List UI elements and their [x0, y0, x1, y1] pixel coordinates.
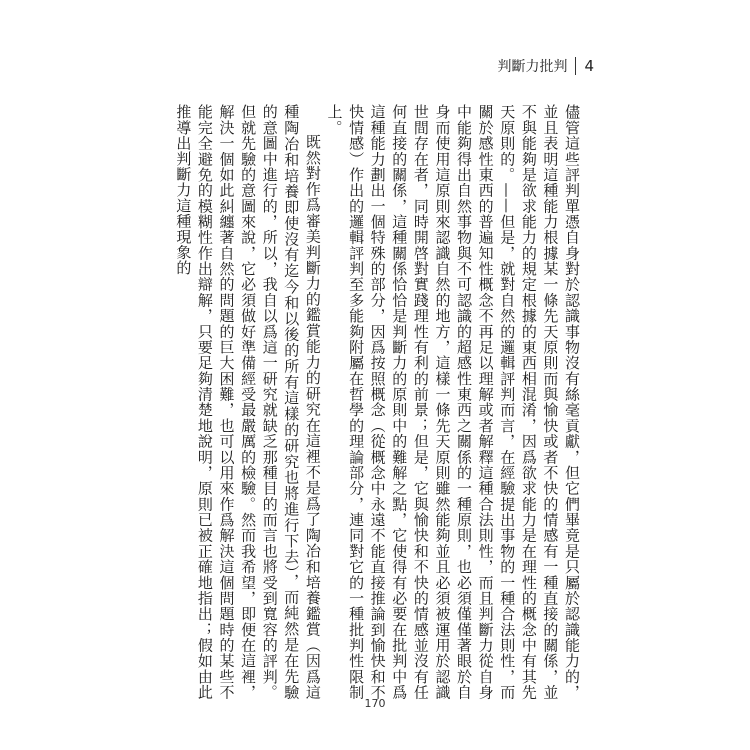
- page-number: 170: [364, 697, 386, 710]
- paragraph-2: 既然對作爲審美判斷力的鑑賞能力的研究在這裡不是爲了陶冶和培養鑑賞（因爲這種陶冶和培養即使沒有迄今和以後的所有這樣的研究也將進行下去），而純然是在先驗的意圖中進行的，所以，我自以爲這一研究就缺乏那種目的而言也將受到寬容的評判。但就先驗的意圖來說，它必須做好準備經受最嚴厲的檢驗。然而我希望，即便在這裡，解決一個如此糾纏著自然的問題的巨大困難，也可以用來作爲解決這個問題時的某些不能完全避免的模糊性作出辯解，只要足夠清楚地說明，原則已被正確地指出；假如由此推導出判斷力這種現象的: [174, 104, 322, 700]
- paragraph-1: 儘管這些評判單憑自身對於認識事物沒有絲毫貢獻，但它們畢竟是只屬於認識能力的，並且表明這種能力根據某一條先天原則而與愉快或者不快的情感有一種直接的關係，並不與能夠是欲求能力的規定根據的東西相混淆，因爲欲求能力是在理性的概念中有其先天原則的。——但是，就對自然的邏輯評判而言，在經驗提出事物的一種合法則性，而關於感性東西的普遍知性概念不再足以理解或者解釋這種合法則性，而且判斷力從自身中能夠得出自然事物與不可認識的超感性東西之關係的一種原則，也必須僅僅著眼於自身而使用這原則來認識自然的地方，這樣一條先天原則雖然能夠並且必須被運用於認識世間存在者，同時開啓對實踐理性有利的前景；但是，它與愉快和不快的情感並沒有任何直接的關係，這種關係恰恰是判斷力的原則中的難解之點，它使得有必要在批判中爲這種能力劃出一個特殊的部分，因爲按照概念（從概念中永遠不能直接推論到愉快和不快情感）作出的邏輯評判至多能夠附屬在哲學的理論部分，連同對它的一種批判性限制上。: [325, 104, 581, 700]
- running-header-title: 判斷力批判: [497, 59, 568, 75]
- running-header-chapter-number: 4: [584, 57, 594, 75]
- vertical-body-text: [174, 104, 582, 700]
- header-divider: [575, 57, 576, 75]
- running-header: [497, 56, 594, 76]
